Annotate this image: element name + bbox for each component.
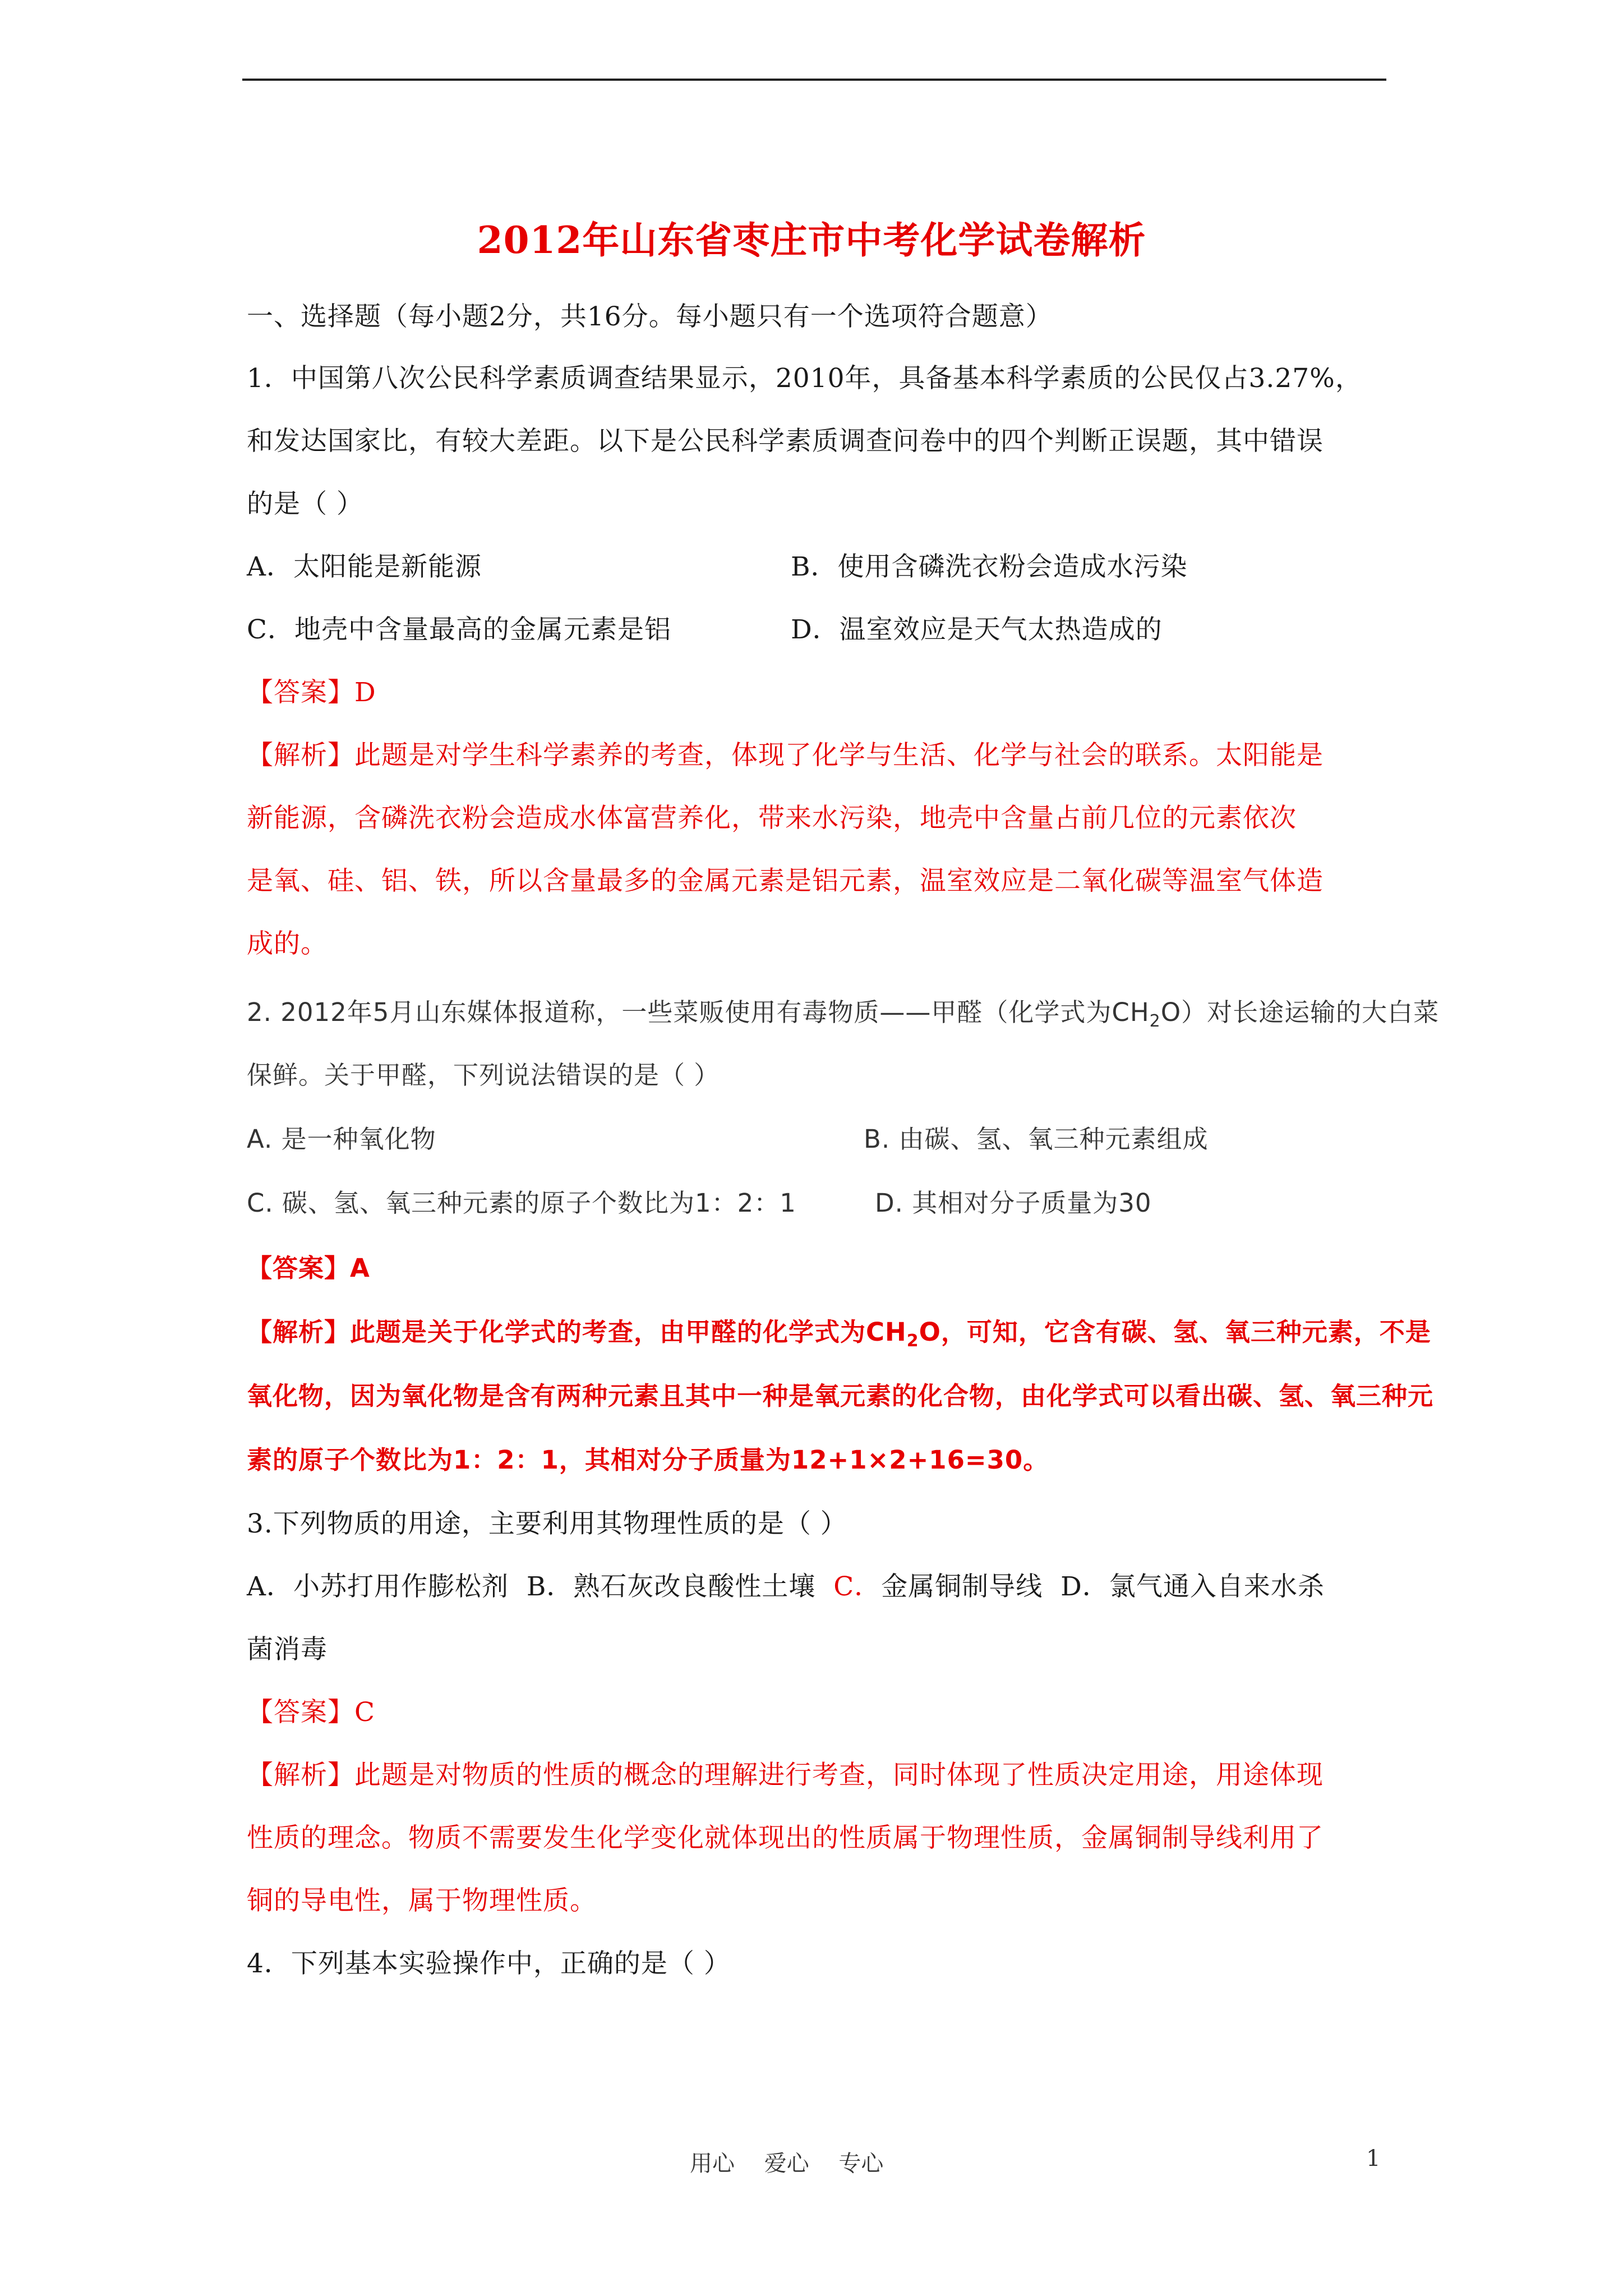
q3-option-a: A．小苏打用作膨松剂 [247, 1571, 509, 1602]
analysis-text: 此题是对学生科学素养的考查，体现了化学与生活、化学与社会的联系。太阳能是 [354, 740, 1324, 771]
q1-analysis-line-2: 新能源，含磷洗衣粉会造成水体富营养化，带来水污染，地壳中含量占前几位的元素依次 [247, 803, 1297, 834]
analysis-tag: 【解析】 [247, 740, 354, 771]
q1-option-b: B．使用含磷洗衣粉会造成水污染 [791, 551, 1188, 582]
analysis-text: 此题是对物质的性质的概念的理解进行考查，同时体现了性质决定用途，用途体现 [354, 1760, 1324, 1791]
footer-text: 用心 爱心 专心 [690, 2151, 884, 2177]
answer-tag: 【答案】 [247, 1697, 354, 1728]
q1-line-3: 的是（ ） [247, 489, 363, 519]
q1-option-a: A．太阳能是新能源 [247, 551, 482, 582]
section-heading: 一、选择题（每小题2分，共16分。每小题只有一个选项符合题意） [247, 301, 1053, 332]
page-number: 1 [1366, 2146, 1381, 2171]
q3-answer [247, 1693, 375, 1732]
analysis-subscript: 2 [906, 1331, 919, 1351]
q2-text-b: O）对长途运输的大白菜 [1160, 997, 1440, 1027]
q1-analysis-line-1 [247, 736, 1324, 775]
header-rule [242, 79, 1386, 81]
q4-stem: 4．下列基本实验操作中，正确的是（ ） [247, 1948, 731, 1979]
q1-option-c: C．地壳中含量最高的金属元素是铝 [247, 614, 671, 645]
q2-subscript: 2 [1149, 1011, 1161, 1031]
q2-option-d: D. 其相对分子质量为30 [875, 1188, 1152, 1218]
q1-option-d: D．温室效应是天气太热造成的 [791, 614, 1163, 645]
q2-answer [247, 1249, 370, 1288]
q2-line-2: 保鲜。关于甲醛，下列说法错误的是（ ） [247, 1060, 720, 1090]
q1-analysis-line-4: 成的。 [247, 928, 328, 959]
q1-line-2: 和发达国家比，有较大差距。以下是公民科学素质调查问卷中的四个判断正误题，其中错误 [247, 426, 1324, 457]
q3-option-b: B．熟石灰改良酸性土壤 [526, 1571, 816, 1602]
q3-options [247, 1567, 1325, 1607]
answer-tag: 【答案】 [247, 1253, 351, 1283]
answer-value: C [354, 1697, 375, 1728]
q2-line-1 [247, 993, 1439, 1041]
q1-line-1: 1．中国第八次公民科学素质调查结果显示，2010年，具备基本科学素质的公民仅占3.27%， [247, 363, 1362, 394]
q2-option-c: C. 碳、氢、氧三种元素的原子个数比为1：2：1 [247, 1188, 796, 1218]
q2-analysis-line-1 [247, 1313, 1431, 1361]
q1-analysis-line-3: 是氧、硅、铝、铁，所以含量最多的金属元素是铝元素，温室效应是二氧化碳等温室气体造 [247, 866, 1324, 896]
q2-text-a: 2. 2012年5月山东媒体报道称，一些菜贩使用有毒物质——甲醛（化学式为CH [247, 997, 1150, 1027]
q3-option-d-cont: 菌消毒 [247, 1634, 328, 1665]
q3-option-c-letter: C． [833, 1571, 882, 1602]
page-title: 2012年山东省枣庄市中考化学试卷解析 [477, 218, 1146, 262]
analysis-text-a: 此题是关于化学式的考查，由甲醛的化学式为CH [350, 1317, 907, 1347]
q3-stem: 3.下列物质的用途，主要利用其物理性质的是（ ） [247, 1508, 847, 1539]
answer-value: D [354, 677, 376, 708]
q3-analysis-line-1 [247, 1756, 1324, 1795]
answer-value: A [350, 1253, 370, 1283]
q3-analysis-line-3: 铜的导电性，属于物理性质。 [247, 1885, 597, 1916]
analysis-tag: 【解析】 [247, 1760, 354, 1791]
answer-tag: 【答案】 [247, 677, 354, 708]
q3-analysis-line-2: 性质的理念。物质不需要发生化学变化就体现出的性质属于物理性质，金属铜制导线利用了 [247, 1823, 1324, 1853]
q3-option-d: D．氯气通入自来水杀 [1061, 1571, 1325, 1602]
q2-option-a: A. 是一种氧化物 [247, 1124, 436, 1154]
q2-analysis-line-2: 氧化物，因为氧化物是含有两种元素且其中一种是氧元素的化合物，由化学式可以看出碳、氢、氧三种元 [247, 1381, 1434, 1411]
q1-answer [247, 673, 376, 712]
q3-option-c: 金属铜制导线 [881, 1571, 1043, 1602]
q2-analysis-line-3: 素的原子个数比为1：2：1，其相对分子质量为12+1×2+16=30。 [247, 1445, 1049, 1475]
q2-option-b: B. 由碳、氢、氧三种元素组成 [864, 1124, 1209, 1154]
analysis-text-b: O，可知，它含有碳、氢、氧三种元素，不是 [919, 1317, 1431, 1347]
analysis-tag: 【解析】 [247, 1317, 351, 1347]
